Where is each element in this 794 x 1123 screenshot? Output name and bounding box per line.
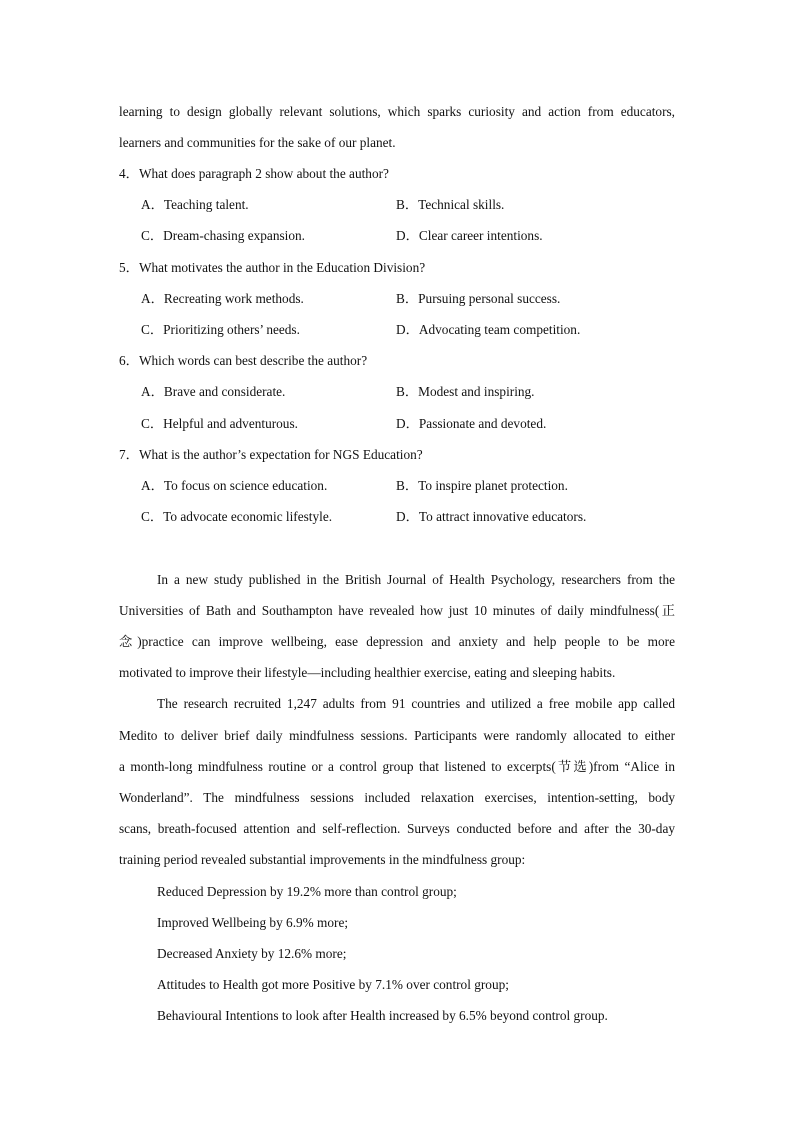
passage-p2-line-6: training period revealed substantial improvements in the mindfulness group: [119,852,526,867]
carryover-line-2: learners and communities for the sake of our planet. [119,135,396,150]
question-4-option-c: C．Dream-chasing expansion. [141,228,305,243]
question-5-option-c: C．Prioritizing others’ needs. [141,322,300,337]
question-7-option-b: B．To inspire planet protection. [396,478,568,493]
passage-p2-line-4: Wonderland”. The mindfulness sessions included relaxation exercises, intention-setting, body [119,790,675,805]
question-7-option-c: C．To advocate economic lifestyle. [141,509,333,524]
question-5-option-b: B．Pursuing personal success. [396,291,561,306]
question-7-option-d: D．To attract innovative educators. [396,509,587,524]
question-4-option-b: B．Technical skills. [396,197,505,212]
carryover-line-1: learning to design globally relevant solutions, which sparks curiosity and action from educators, [119,104,675,119]
question-5-option-a: A．Recreating work methods. [141,291,304,306]
result-item-wellbeing: Improved Wellbeing by 6.9% more; [157,915,349,930]
question-4-option-d: D．Clear career intentions. [396,228,543,243]
passage-p2-line-2: Medito to deliver brief daily mindfulness sessions. Participants were randomly allocated to either [119,728,675,743]
passage-p1-line-1: In a new study published in the British Journal of Health Psychology, researchers from the [157,572,675,587]
question-7-option-a: A．To focus on science education. [141,478,328,493]
passage-p1-line-3: 念)practice can improve wellbeing, ease depression and anxiety and help people to be more [119,634,675,649]
passage-p1-line-2: Universities of Bath and Southampton have revealed how just 10 minutes of daily mindfulness(正 [119,603,675,618]
question-6-option-b: B．Modest and inspiring. [396,384,535,399]
passage-p2-line-1: The research recruited 1,247 adults from 91 countries and utilized a free mobile app called [157,696,675,711]
result-item-depression: Reduced Depression by 19.2% more than control group; [157,884,457,899]
question-6-option-d: D．Passionate and devoted. [396,416,547,431]
question-5-stem: 5．What motivates the author in the Education Division? [119,260,426,275]
passage-p2-line-3: a month-long mindfulness routine or a control group that listened to excerpts(节选)from “Alice in [119,759,675,774]
question-6-option-c: C．Helpful and adventurous. [141,416,298,431]
passage-p1-line-4: motivated to improve their lifestyle—including healthier exercise, eating and sleeping habits. [119,665,616,680]
question-6-stem: 6．Which words can best describe the author? [119,353,368,368]
question-7-stem: 7．What is the author’s expectation for NGS Education? [119,447,423,462]
passage-p2-line-5: scans, breath-focused attention and self-reflection. Surveys conducted before and after the 30-day [119,821,675,836]
question-4-option-a: A．Teaching talent. [141,197,249,212]
result-item-anxiety: Decreased Anxiety by 12.6% more; [157,946,347,961]
question-6-option-a: A．Brave and considerate. [141,384,286,399]
question-4-stem: 4．What does paragraph 2 show about the author? [119,166,389,181]
question-5-option-d: D．Advocating team competition. [396,322,581,337]
result-item-intentions: Behavioural Intentions to look after Health increased by 6.5% beyond control group. [157,1008,608,1023]
result-item-attitudes: Attitudes to Health got more Positive by 7.1% over control group; [157,977,509,992]
